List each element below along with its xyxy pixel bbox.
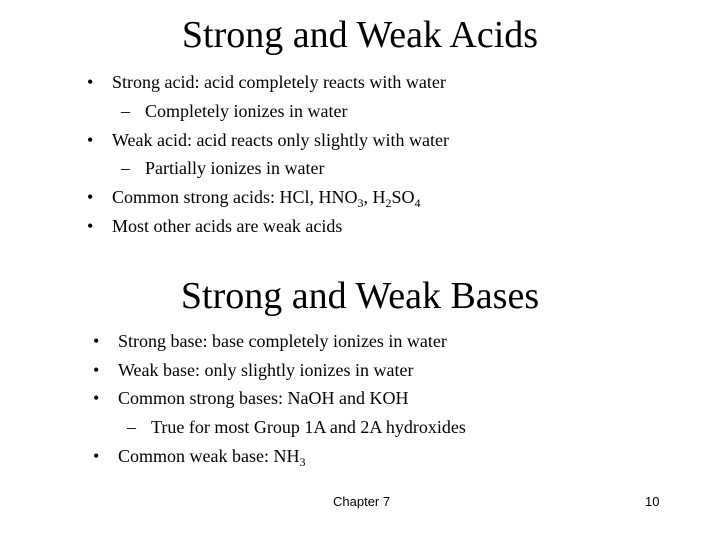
acids-bullet-weak-acid: Weak acid: acid reacts only slightly with water xyxy=(112,130,449,150)
bullet-icon: • xyxy=(93,446,100,466)
bullet-icon: • xyxy=(93,388,100,408)
footer-chapter: Chapter 7 xyxy=(333,494,391,509)
bullet-icon: • xyxy=(93,360,100,380)
bases-sub-group-hydroxides: True for most Group 1A and 2A hydroxides xyxy=(151,417,466,437)
acids-bullet-most-other-acids: Most other acids are weak acids xyxy=(112,216,343,236)
acids-sub-partially-ionizes: Partially ionizes in water xyxy=(145,158,325,178)
dash-icon: – xyxy=(121,158,130,178)
bases-bullet-strong-base: Strong base: base completely ionizes in water xyxy=(118,331,447,351)
bullet-icon: • xyxy=(87,187,94,207)
bases-bullet-weak-base: Weak base: only slightly ionizes in water xyxy=(118,360,414,380)
dash-icon: – xyxy=(121,101,130,121)
acids-bullet-strong-acid: Strong acid: acid completely reacts with water xyxy=(112,72,446,92)
bullet-icon: • xyxy=(87,216,94,236)
bullet-icon: • xyxy=(87,130,94,150)
acids-sub-completely-ionizes: Completely ionizes in water xyxy=(145,101,348,121)
dash-icon: – xyxy=(127,417,136,437)
title-strong-weak-acids: Strong and Weak Acids xyxy=(181,14,539,56)
bases-bullet-common-strong-bases: Common strong bases: NaOH and KOH xyxy=(118,388,409,408)
bullet-icon: • xyxy=(87,72,94,92)
title-strong-weak-bases: Strong and Weak Bases xyxy=(180,275,540,317)
acids-bullet-common-strong-acids: Common strong acids: HCl, $HNO_3$, $H_2SO_4$ xyxy=(112,187,421,210)
bases-bullet-common-weak-base: Common weak base: $NH_3$ xyxy=(118,446,306,469)
footer-page-number: 10 xyxy=(645,494,660,509)
bullet-icon: • xyxy=(93,331,100,351)
